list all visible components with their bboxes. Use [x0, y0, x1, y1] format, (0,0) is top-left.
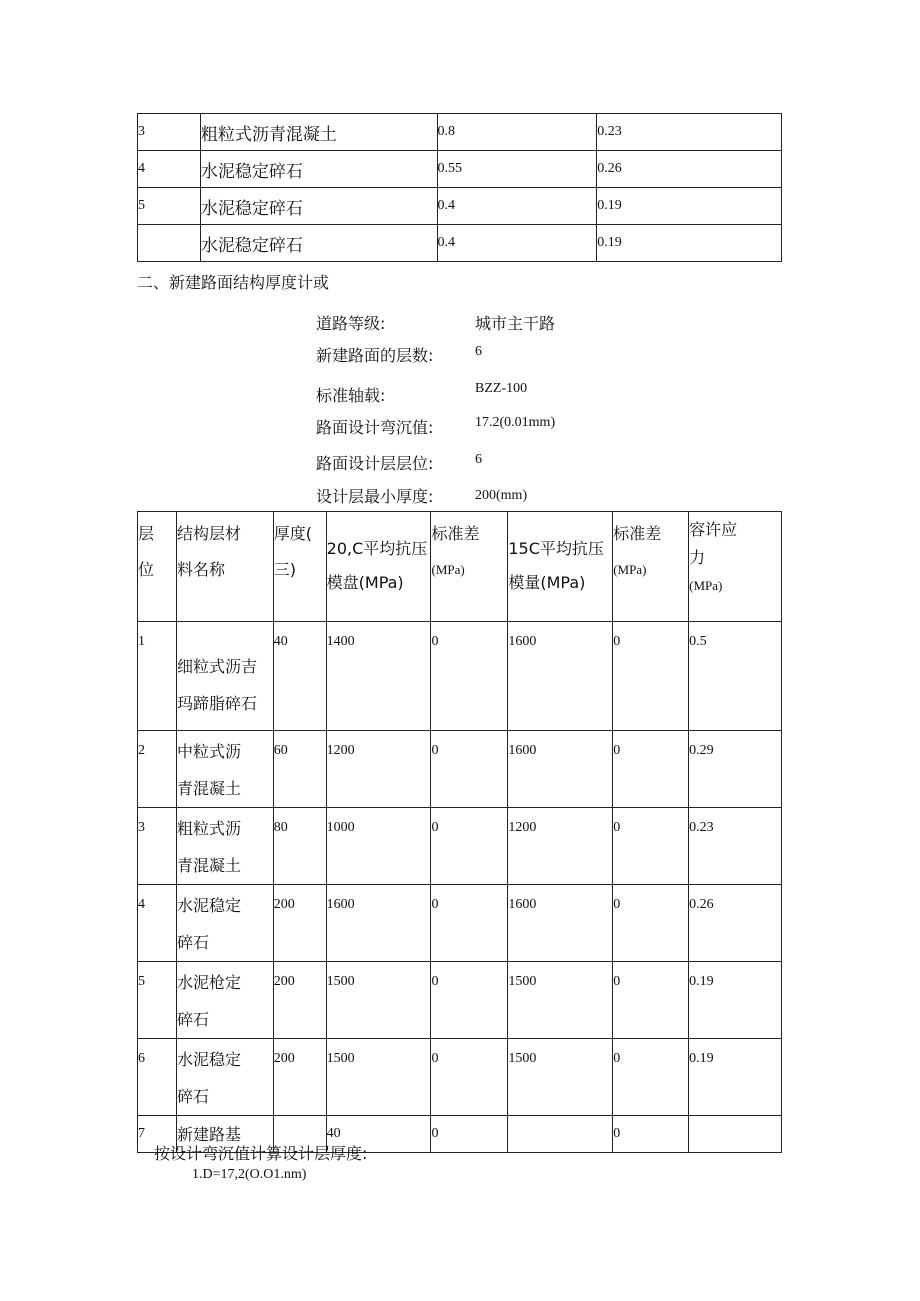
material-line: 中粒式沥: [176, 742, 241, 761]
table-row: [138, 808, 782, 885]
header-text: (MPa): [613, 562, 647, 577]
layer-no: 2: [138, 731, 177, 808]
std-dev-1: 0: [431, 962, 508, 1039]
layer-no: 5: [138, 188, 201, 225]
value-2: 0.19: [597, 225, 782, 262]
std-dev-1: 0: [431, 885, 508, 962]
layer-no: 1: [138, 622, 177, 731]
layer-no: 7: [138, 1116, 177, 1153]
material-name: 水泥稳定碎石: [200, 225, 437, 262]
material-line: 粗粒式沥: [176, 819, 241, 838]
std-dev-1: 0: [431, 1039, 508, 1116]
info-label: 设计层最小厚度:: [316, 487, 434, 506]
modulus-20: 1600: [326, 885, 431, 962]
allowable-stress: 0.19: [689, 1039, 782, 1116]
header-text: 层: [138, 524, 155, 543]
allowable-stress: 0.26: [689, 885, 782, 962]
thickness: 200: [273, 962, 326, 1039]
material-name: 粗粒式沥青混凝土: [200, 114, 437, 151]
thickness: 80: [273, 808, 326, 885]
material-name: [176, 1039, 273, 1116]
modulus-20: 1400: [326, 622, 431, 731]
header-modulus-20: [326, 512, 431, 622]
table-row: [138, 731, 782, 808]
layer-no: 4: [138, 151, 201, 188]
table-row: [138, 188, 782, 225]
allowable-stress: 0.19: [689, 962, 782, 1039]
modulus-15: 1600: [508, 885, 613, 962]
header-text: 15C平均抗压: [508, 539, 604, 558]
material-name: [176, 731, 273, 808]
header-allowable-stress: [689, 512, 782, 622]
std-dev-2: 0: [613, 962, 689, 1039]
header-text: 容许应: [689, 520, 738, 539]
info-label: 新建路面的层数:: [316, 346, 434, 365]
header-text: 厚度(: [273, 524, 312, 543]
table-row: [138, 962, 782, 1039]
table-row: [138, 1039, 782, 1116]
header-material: [176, 512, 273, 622]
thickness: 60: [273, 731, 326, 808]
header-text: 力: [689, 548, 706, 567]
value-1: 0.55: [437, 151, 597, 188]
thickness: 200: [273, 1039, 326, 1116]
info-value: 6: [475, 452, 482, 467]
info-design-layer: [316, 451, 433, 474]
value-2: 0.23: [597, 114, 782, 151]
layer-no: 6: [138, 1039, 177, 1116]
info-design-deflection: [316, 415, 433, 438]
header-text: (MPa): [689, 578, 723, 593]
modulus-15: 1500: [508, 1039, 613, 1116]
material-line: 碎石: [176, 1087, 209, 1106]
modulus-15: 1500: [508, 962, 613, 1039]
header-text: 料名称: [176, 560, 225, 579]
material-line: 新建路基: [176, 1125, 241, 1144]
layer-no: [138, 225, 201, 262]
material-name: [176, 885, 273, 962]
std-dev-2: 0: [613, 1039, 689, 1116]
material-line: 水泥枪定: [176, 973, 241, 992]
layer-no: 3: [138, 808, 177, 885]
info-value: 6: [475, 344, 482, 359]
material-name: 水泥稳定碎石: [200, 151, 437, 188]
modulus-15: 1600: [508, 731, 613, 808]
material-line: 青混凝土: [176, 779, 241, 798]
std-dev-2: 0: [613, 731, 689, 808]
allowable-stress: 0.5: [689, 622, 782, 731]
material-line: 水泥稳定: [176, 1050, 241, 1069]
header-modulus-15: [508, 512, 613, 622]
value-1: 0.4: [437, 188, 597, 225]
info-layer-count: [316, 343, 433, 366]
modulus-15: 1200: [508, 808, 613, 885]
std-dev-2: 0: [613, 1116, 689, 1153]
modulus-20: 40: [326, 1116, 431, 1153]
modulus-20: 1500: [326, 1039, 431, 1116]
material-name: 水泥稳定碎石: [200, 188, 437, 225]
material-line: 碎石: [176, 933, 209, 952]
material-line: 细粒式沥吉: [176, 657, 257, 676]
section-heading: 二、新建路面结构厚度计或: [137, 273, 330, 292]
table-row: [138, 114, 782, 151]
layer-no: 3: [138, 114, 201, 151]
header-text: 标准差: [613, 524, 662, 543]
info-value: 200(mm): [475, 488, 528, 503]
header-text: 20,C平均抗压: [326, 539, 428, 558]
header-text: 三): [273, 560, 296, 579]
header-text: 结构层材: [176, 524, 241, 543]
value-1: 0.4: [437, 225, 597, 262]
info-value: BZZ-100: [475, 381, 528, 396]
std-dev-1: 0: [431, 731, 508, 808]
table-row: [138, 885, 782, 962]
material-line: 水泥稳定: [176, 896, 241, 915]
calculation-formula: 1.D=17,2(O.O1.nm): [192, 1167, 307, 1182]
top-material-table: [137, 113, 782, 262]
info-label: 标准轴载:: [316, 386, 386, 405]
thickness: 40: [273, 622, 326, 731]
modulus-20: 1500: [326, 962, 431, 1039]
info-label: 道路等级:: [316, 314, 386, 333]
material-line: 青混凝土: [176, 856, 241, 875]
std-dev-2: 0: [613, 622, 689, 731]
info-value: 城市主干路: [475, 314, 556, 333]
header-text: 位: [138, 560, 155, 579]
thickness: 200: [273, 885, 326, 962]
layer-no: 5: [138, 962, 177, 1039]
material-line: 碎石: [176, 1010, 209, 1029]
allowable-stress: 0.23: [689, 808, 782, 885]
header-std-dev-2: [613, 512, 689, 622]
header-text: 标准差: [431, 524, 480, 543]
std-dev-2: 0: [613, 808, 689, 885]
calculation-heading: 按设计弯沉值计算设计层厚度:: [154, 1144, 368, 1163]
info-standard-axle: [316, 383, 385, 406]
table-header-row: [138, 512, 782, 622]
info-label: 路面设计弯沉值:: [316, 418, 434, 437]
structure-layer-table: [137, 511, 782, 1153]
allowable-stress: 0.29: [689, 731, 782, 808]
info-min-thickness: [316, 484, 433, 507]
std-dev-1: 0: [431, 622, 508, 731]
material-line: 玛蹄脂碎石: [176, 694, 257, 713]
modulus-20: 1000: [326, 808, 431, 885]
table-row: [138, 622, 782, 731]
info-label: 路面设计层层位:: [316, 454, 434, 473]
header-text: 模量(MPa): [508, 573, 586, 592]
header-text: 模盘(MPa): [326, 573, 404, 592]
info-road-grade: [316, 311, 385, 334]
modulus-15: 1600: [508, 622, 613, 731]
allowable-stress: [689, 1116, 782, 1153]
table-row: [138, 225, 782, 262]
std-dev-1: 0: [431, 1116, 508, 1153]
std-dev-1: 0: [431, 808, 508, 885]
header-text: (MPa): [431, 562, 465, 577]
value-2: 0.19: [597, 188, 782, 225]
modulus-20: 1200: [326, 731, 431, 808]
value-1: 0.8: [437, 114, 597, 151]
layer-no: 4: [138, 885, 177, 962]
header-std-dev-1: [431, 512, 508, 622]
material-name: [176, 622, 273, 731]
value-2: 0.26: [597, 151, 782, 188]
header-layer: [138, 512, 177, 622]
header-thickness: [273, 512, 326, 622]
std-dev-2: 0: [613, 885, 689, 962]
material-name: [176, 808, 273, 885]
info-value: 17.2(0.01mm): [475, 415, 556, 430]
material-name: [176, 962, 273, 1039]
table-row: [138, 151, 782, 188]
modulus-15: [508, 1116, 613, 1153]
